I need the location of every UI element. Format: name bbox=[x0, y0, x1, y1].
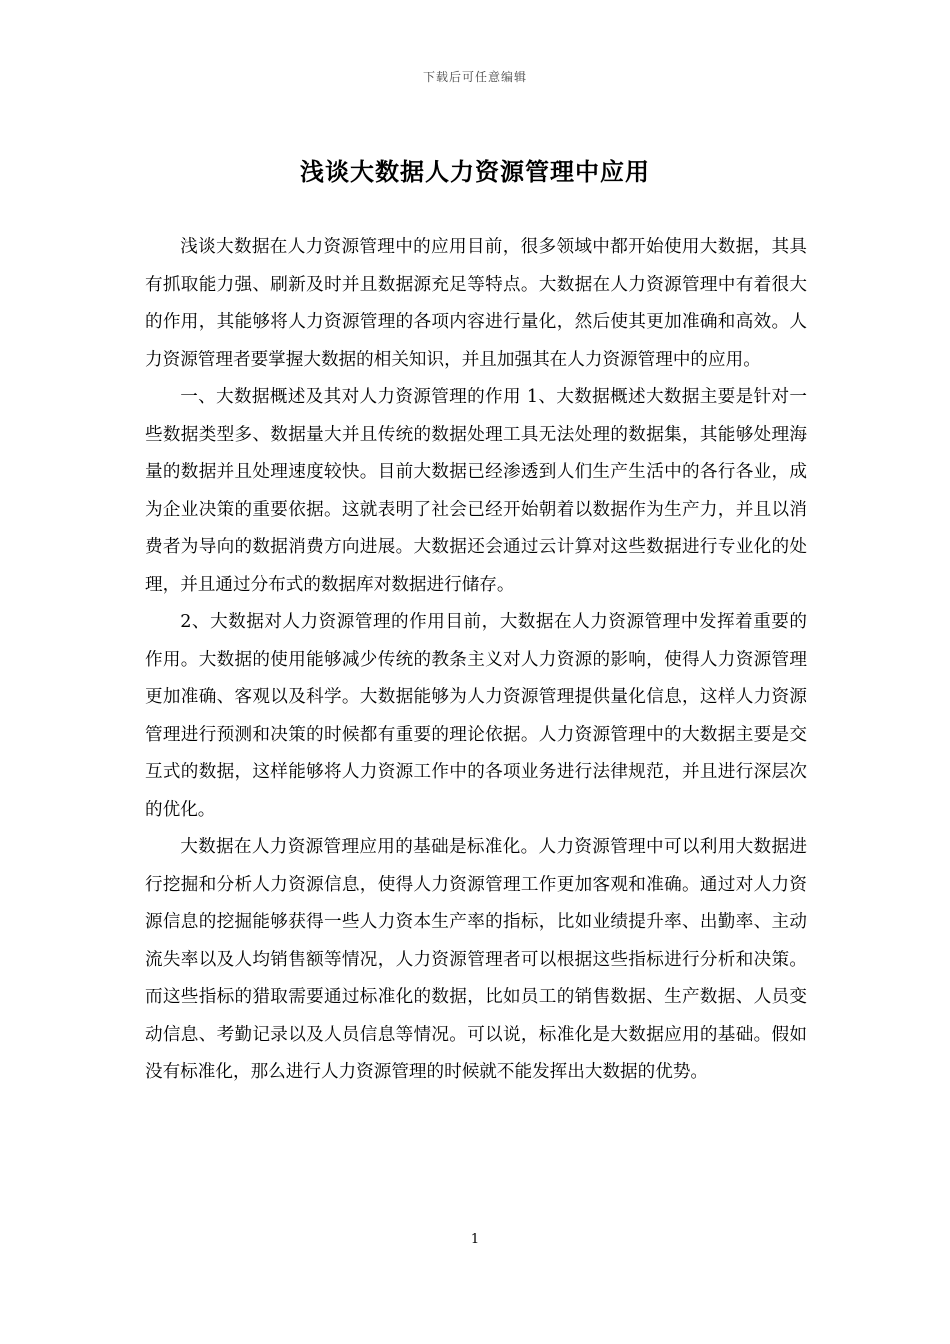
paragraph-role: 2、大数据对人力资源管理的作用目前，大数据在人力资源管理中发挥着重要的作用。大数据的使用能够减少传统的教条主义对人力资源的影响，使得人力资源管理更加准确、客观以及科学。大数据能够为人力资源管理提供量化信息，这样人力资源管理进行预测和决策的时候都有重要的理论依据。人力资源管理中的大数据主要是交互式的数据，这样能够将人力资源工作中的各项业务进行法律规范，并且进行深层次的优化。 bbox=[145, 612, 807, 820]
document-title: 浅谈大数据人力资源管理中应用 bbox=[300, 158, 650, 186]
page-number: 1 bbox=[470, 1232, 480, 1247]
header-note: 下载后可任意编辑 bbox=[422, 70, 527, 84]
paragraph-standardization: 大数据在人力资源管理应用的基础是标准化。人力资源管理中可以利用大数据进行挖掘和分析人力资源信息，使得人力资源管理工作更加客观和准确。通过对人力资源信息的挖掘能够获得一些人力资本生产率的指标，比如业绩提升率、出勤率、主动流失率以及人均销售额等情况，人力资源管理者可以根据这些指标进行分析和决策。而这些指标的猎取需要通过标准化的数据，比如员工的销售数据、生产数据、人员变动信息、考勤记录以及人员信息等情况。可以说，标准化是大数据应用的基础。假如没有标准化，那么进行人力资源管理的时候就不能发挥出大数据的优势。 bbox=[145, 837, 807, 1082]
paragraph-intro: 浅谈大数据在人力资源管理中的应用目前，很多领域中都开始使用大数据，其具有抓取能力强、刷新及时并且数据源充足等特点。大数据在人力资源管理中有着很大的作用，其能够将人力资源管理的各项内容进行量化，然后使其更加准确和高效。人力资源管理者要掌握大数据的相关知识，并且加强其在人力资源管理中的应用。 bbox=[145, 237, 807, 370]
paragraph-overview: 一、大数据概述及其对人力资源管理的作用 1、大数据概述大数据主要是针对一些数据类型多、数据量大并且传统的数据处理工具无法处理的数据集，其能够处理海量的数据并且处理速度较快。目前大数据已经渗透到人们生产生活中的各行各业，成为企业决策的重要依据。这就表明了社会已经开始朝着以数据作为生产力，并且以消费者为导向的数据消费方向进展。大数据还会通过云计算对这些数据进行专业化的处理，并且通过分布式的数据库对数据进行储存。 bbox=[145, 387, 807, 595]
document-body bbox=[145, 229, 807, 1092]
